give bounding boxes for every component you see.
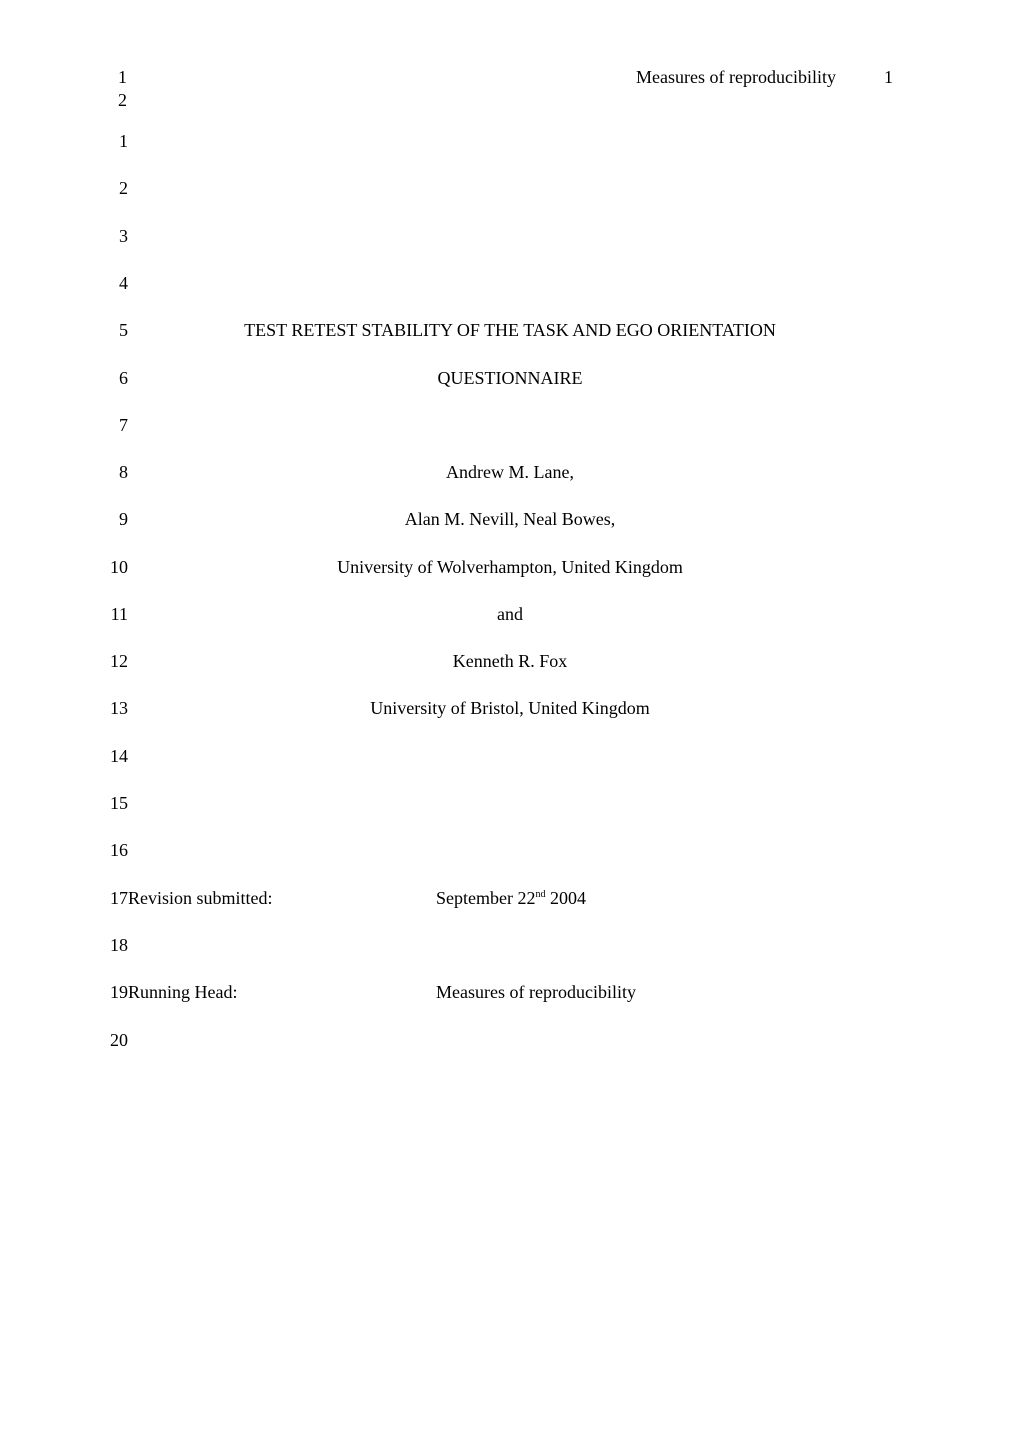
title-line-2: QUESTIONNAIRE	[437, 368, 583, 388]
affiliation-1: University of Wolverhampton, United Kingdom	[337, 557, 683, 577]
running-head-value: Measures of reproducibility	[436, 982, 636, 1002]
title-line-1: TEST RETEST STABILITY OF THE TASK AND EGO ORIENTATION	[244, 320, 776, 340]
line-number-4: 4	[119, 273, 128, 293]
line-number-20: 20	[110, 1030, 128, 1050]
page-number: 1	[884, 67, 893, 87]
author-2: Alan M. Nevill, Neal Bowes,	[404, 509, 616, 529]
running-title: Measures of reproducibility	[636, 67, 836, 87]
line-number-15: 15	[110, 793, 128, 813]
line-number-17: 17	[110, 888, 128, 908]
revision-date	[436, 889, 586, 907]
line-number-6: 6	[119, 368, 128, 388]
conjunction: and	[497, 604, 523, 624]
revision-label: Revision submitted:	[128, 888, 273, 908]
line-number-5: 5	[119, 320, 128, 340]
line-number-14: 14	[110, 746, 128, 766]
line-number-18: 18	[110, 935, 128, 955]
line-number-8: 8	[119, 462, 128, 482]
revision-date-prefix: September 22	[436, 888, 536, 908]
author-3: Kenneth R. Fox	[452, 651, 568, 671]
header-line-number-2: 2	[118, 90, 127, 110]
line-number-11: 11	[110, 604, 128, 624]
affiliation-2: University of Bristol, United Kingdom	[370, 698, 650, 718]
line-number-2: 2	[119, 178, 128, 198]
revision-date-suffix: nd	[535, 889, 546, 900]
line-number-7: 7	[119, 415, 128, 435]
line-number-3: 3	[119, 226, 128, 246]
line-number-16: 16	[110, 840, 128, 860]
author-1: Andrew M. Lane,	[446, 462, 574, 482]
line-number-13: 13	[110, 698, 128, 718]
revision-date-year: 2004	[545, 888, 586, 908]
running-head-label: Running Head:	[128, 982, 238, 1002]
line-number-12: 12	[110, 651, 128, 671]
line-number-1: 1	[119, 131, 128, 151]
header-line-number: 1	[118, 67, 127, 87]
line-number-10: 10	[110, 557, 128, 577]
line-number-19: 19	[110, 982, 128, 1002]
line-number-9: 9	[119, 509, 128, 529]
